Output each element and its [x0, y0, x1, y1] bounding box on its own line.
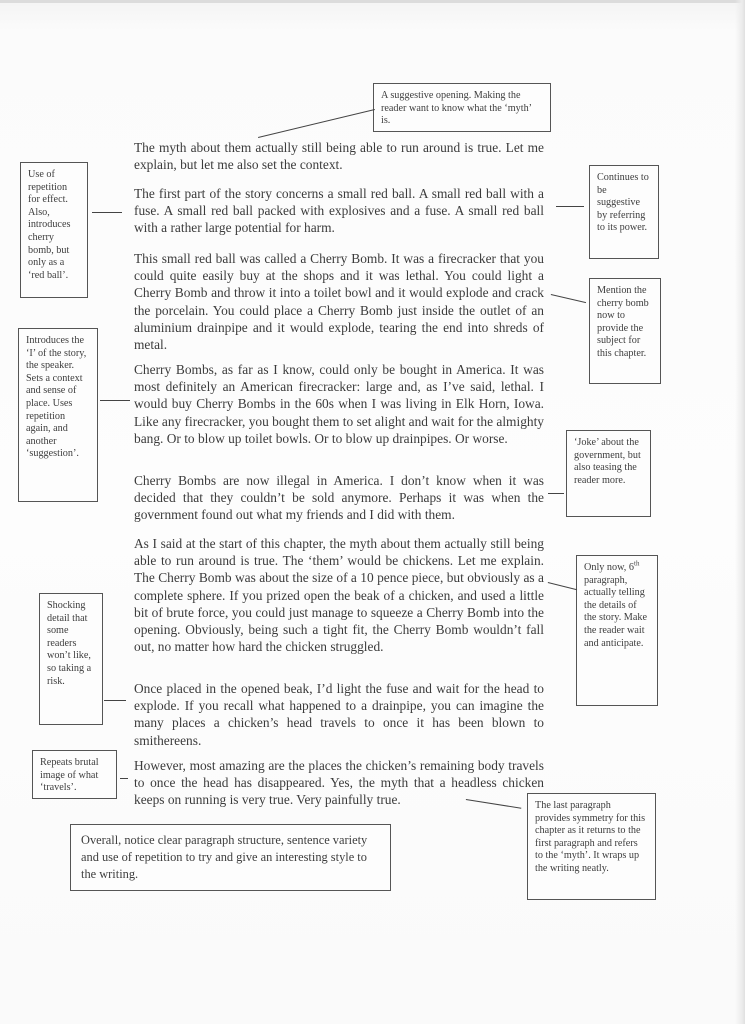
annotation-mention-cherry-bomb: Mention the cherry bomb now to provide the subject for this chapter. — [589, 278, 661, 384]
connector-line-brutal-image — [120, 778, 128, 779]
story-paragraph-8: However, most amazing are the places the chicken’s remaining body travels to once the head has disappeared. Yes, the myth that a headless chicken keeps on running is very true. Very painfully true. — [134, 758, 544, 808]
annotation-sixth-paragraph — [576, 555, 658, 706]
connector-line-mention-cherry-bomb — [551, 294, 586, 303]
connector-line-suggestive-power — [556, 206, 584, 207]
story-paragraph-5: Cherry Bombs are now illegal in America. I don’t know when it was decided that they couldn’t be sold anymore. Perhaps it was when the government found out what my friends and I did with them. — [134, 473, 544, 523]
annotation-suggestive-power: Continues to be suggestive by referring to its power. — [589, 165, 659, 259]
annotation-shocking-detail: Shocking detail that some readers won’t like, so taking a risk. — [39, 593, 103, 725]
connector-line-introduces-speaker — [100, 400, 130, 401]
annotation-sixth-pre: Only now, 6 — [584, 562, 634, 573]
page-top-edge — [0, 0, 745, 3]
annotation-introduces-speaker: Introduces the ‘I’ of the story, the speaker. Sets a context and sense of place. Uses repetition again, and another ‘suggestion’. — [18, 328, 98, 502]
story-paragraph-6: As I said at the start of this chapter, the myth about them actually still being able to run around is true. The ‘them’ would be chickens. Let me explain. The Cherry Bomb was about the size of a 10 pence piece, but obviously as a complete sphere. If you prized open the beak of a chicken, and used a little bit of brute force, you could just manage to squeeze a Cherry Bomb into the opening. Obviously, being such a tight fit, the Cherry Bomb wouldn’t fall out, no matter how hard the chicken struggled. — [134, 536, 544, 655]
story-paragraph-3: This small red ball was called a Cherry Bomb. It was a firecracker that you could quite easily buy at the shops and it was lethal. You could light a Cherry Bomb and throw it into a toilet bowl and it would explode and crack the porcelain. You could place a Cherry Bomb just inside the outlet of an aluminium drainpipe and it would explode, tearing the end into shreds of metal. — [134, 251, 544, 353]
connector-line-opening — [258, 109, 375, 138]
connector-line-repetition — [92, 212, 122, 213]
annotation-sixth-sup: th — [634, 559, 640, 568]
connector-line-sixth-paragraph — [548, 582, 577, 590]
annotation-repetition: Use of repetition for effect. Also, introduces cherry bomb, but only as a ‘red ball’. — [20, 162, 88, 298]
connector-line-joke — [548, 493, 564, 494]
annotation-brutal-image: Repeats brutal image of what ‘travels’. — [32, 750, 117, 799]
story-paragraph-1: The myth about them actually still being able to run around is true. Let me explain, but let me also set the context. — [134, 140, 544, 173]
story-paragraph-7: Once placed in the opened beak, I’d light the fuse and wait for the head to explode. If you recall what happened to a drainpipe, you can imagine the many places a chicken’s head travels to once it has been blown to smithereens. — [134, 681, 544, 748]
annotation-sixth-post: paragraph, actually telling the details of the story. Make the reader wait and anticipate. — [584, 574, 647, 649]
annotation-opening: A suggestive opening. Making the reader want to know what the ‘myth’ is. — [373, 83, 551, 132]
story-paragraph-4: Cherry Bombs, as far as I know, could only be bought in America. It was most definitely an American firecracker: large and, as I’ve said, lethal. I would buy Cherry Bombs in the 60s when I was living in Elk Horn, Iowa. Like any firecracker, you bought them to set alight and wait for the almighty bang. Or to blow up toilet bowls. Or to blow up drainpipes. Or worse. — [134, 362, 544, 446]
annotation-last-paragraph: The last paragraph provides symmetry for this chapter as it returns to the first paragraph and refers to the ‘myth’. It wraps up the writing neatly. — [527, 793, 656, 900]
connector-line-shocking-detail — [104, 700, 126, 701]
annotation-joke-government: ‘Joke’ about the government, but also teasing the reader more. — [566, 430, 651, 517]
story-paragraph-2: The first part of the story concerns a small red ball. A small red ball with a fuse. A small red ball packed with explosives and a fuse. A small red ball with a rather large potential for harm. — [134, 186, 544, 236]
annotation-overall-summary: Overall, notice clear paragraph structure, sentence variety and use of repetition to try and give an interesting style to the writing. — [70, 824, 391, 891]
